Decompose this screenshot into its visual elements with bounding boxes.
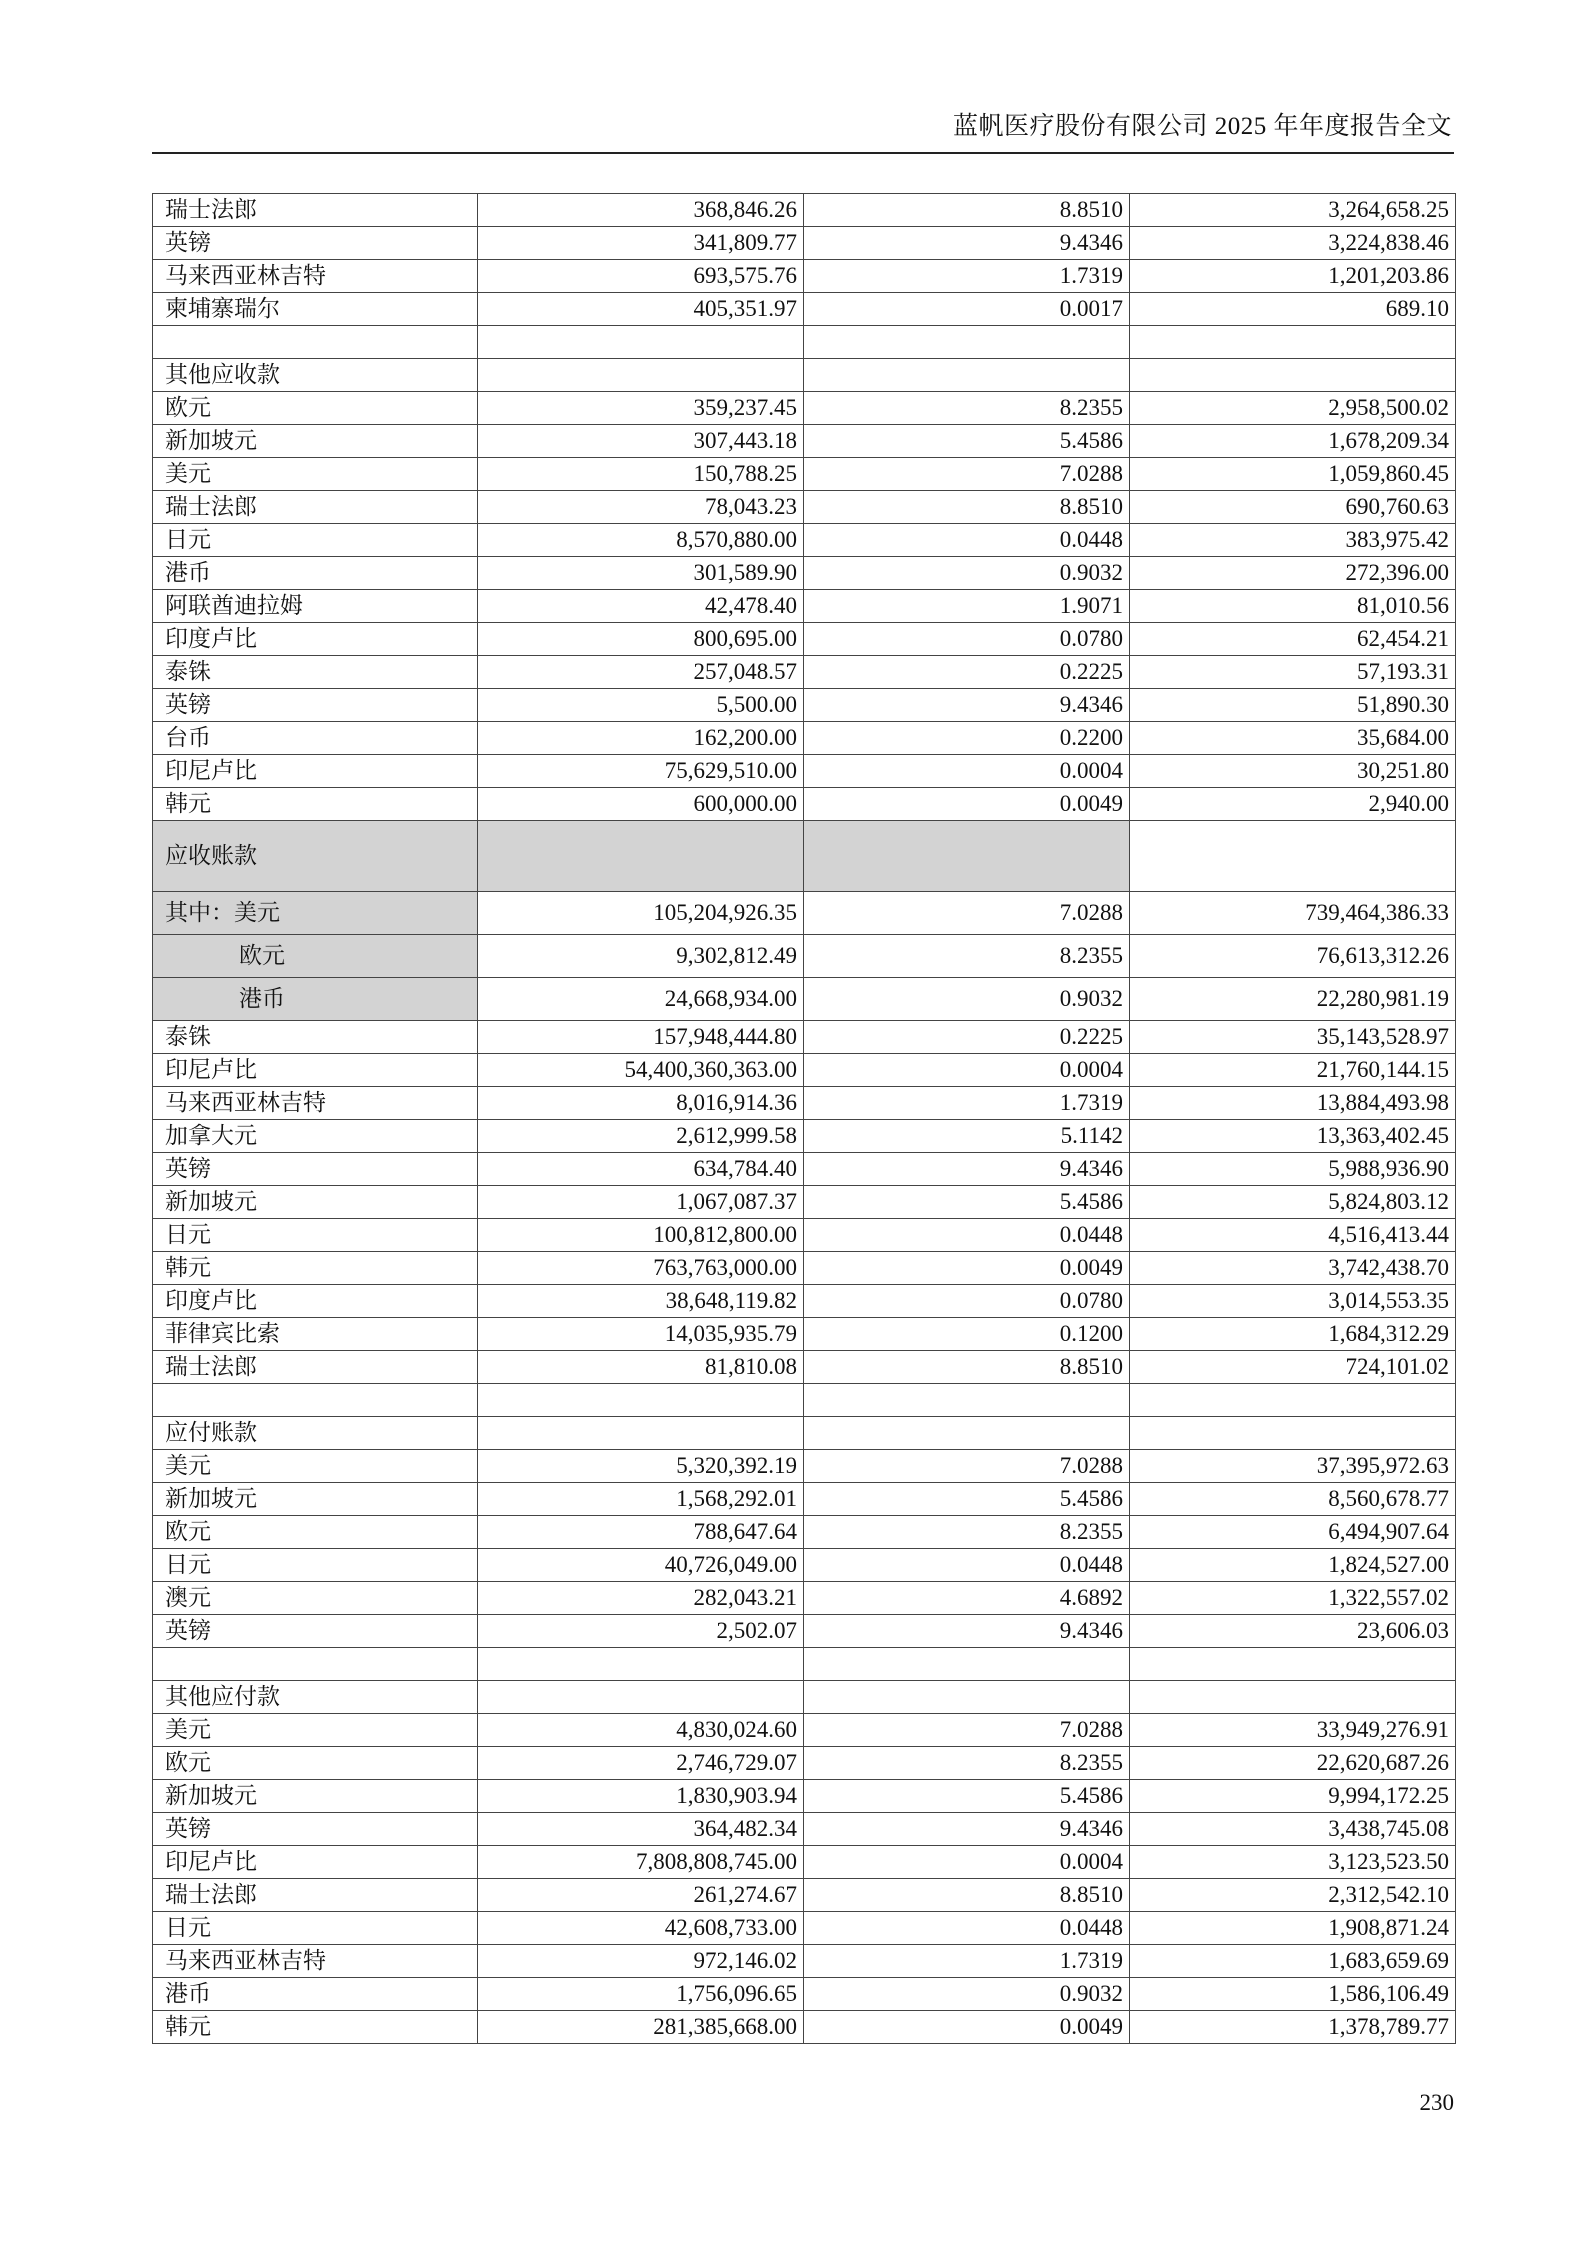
table-row: [153, 755, 1456, 788]
foreign-amount-cell: 4,830,024.60: [478, 1714, 804, 1747]
rmb-amount-cell: 1,908,871.24: [1130, 1912, 1456, 1945]
table-row: [153, 1912, 1456, 1945]
currency-cell: 欧元: [153, 1747, 478, 1780]
foreign-amount-cell: 14,035,935.79: [478, 1318, 804, 1351]
foreign-amount-cell: 634,784.40: [478, 1153, 804, 1186]
foreign-amount-cell: 8,570,880.00: [478, 524, 804, 557]
rmb-amount-cell: 76,613,312.26: [1130, 935, 1456, 978]
exchange-rate-cell: 0.1200: [804, 1318, 1130, 1351]
currency-cell: 日元: [153, 1219, 478, 1252]
rmb-amount-cell: [1130, 1417, 1456, 1450]
exchange-rate-cell: 9.4346: [804, 1615, 1130, 1648]
table-row: [153, 227, 1456, 260]
foreign-amount-cell: 100,812,800.00: [478, 1219, 804, 1252]
rmb-amount-cell: 33,949,276.91: [1130, 1714, 1456, 1747]
currency-cell: 韩元: [153, 1252, 478, 1285]
rmb-amount-cell: 3,438,745.08: [1130, 1813, 1456, 1846]
foreign-amount-cell: 364,482.34: [478, 1813, 804, 1846]
currency-cell: 台币: [153, 722, 478, 755]
foreign-amount-cell: 261,274.67: [478, 1879, 804, 1912]
currency-cell: [153, 326, 478, 359]
currency-cell: 其他应收款: [153, 359, 478, 392]
exchange-rate-cell: 5.1142: [804, 1120, 1130, 1153]
exchange-rate-cell: 0.0780: [804, 1285, 1130, 1318]
currency-cell: 澳元: [153, 1582, 478, 1615]
currency-cell: 新加坡元: [153, 425, 478, 458]
table-row: [153, 194, 1456, 227]
table-row: [153, 1351, 1456, 1384]
table-body: [153, 194, 1456, 2044]
table-row: [153, 1054, 1456, 1087]
rmb-amount-cell: 2,958,500.02: [1130, 392, 1456, 425]
currency-cell: 印尼卢比: [153, 755, 478, 788]
rmb-amount-cell: 1,059,860.45: [1130, 458, 1456, 491]
exchange-rate-cell: 7.0288: [804, 892, 1130, 935]
exchange-rate-cell: 0.9032: [804, 557, 1130, 590]
exchange-rate-cell: 8.8510: [804, 1879, 1130, 1912]
rmb-amount-cell: 13,884,493.98: [1130, 1087, 1456, 1120]
foreign-amount-cell: 162,200.00: [478, 722, 804, 755]
exchange-rate-cell: 9.4346: [804, 227, 1130, 260]
exchange-rate-cell: 9.4346: [804, 689, 1130, 722]
table-row: [153, 2011, 1456, 2044]
rmb-amount-cell: 23,606.03: [1130, 1615, 1456, 1648]
currency-cell: 日元: [153, 524, 478, 557]
rmb-amount-cell: 272,396.00: [1130, 557, 1456, 590]
foreign-amount-cell: [478, 1417, 804, 1450]
exchange-rate-cell: 1.7319: [804, 1087, 1130, 1120]
exchange-rate-cell: [804, 326, 1130, 359]
rmb-amount-cell: 2,940.00: [1130, 788, 1456, 821]
table-row: [153, 1186, 1456, 1219]
foreign-amount-cell: 763,763,000.00: [478, 1252, 804, 1285]
rmb-amount-cell: 22,620,687.26: [1130, 1747, 1456, 1780]
table-row: [153, 1615, 1456, 1648]
rmb-amount-cell: 3,264,658.25: [1130, 194, 1456, 227]
exchange-rate-cell: [804, 1417, 1130, 1450]
table-row: [153, 590, 1456, 623]
foreign-amount-cell: 9,302,812.49: [478, 935, 804, 978]
foreign-amount-cell: 307,443.18: [478, 425, 804, 458]
exchange-rate-cell: [804, 1384, 1130, 1417]
foreign-amount-cell: 42,608,733.00: [478, 1912, 804, 1945]
foreign-amount-cell: 1,830,903.94: [478, 1780, 804, 1813]
rmb-amount-cell: 35,684.00: [1130, 722, 1456, 755]
currency-cell: 英镑: [153, 227, 478, 260]
rmb-amount-cell: 3,742,438.70: [1130, 1252, 1456, 1285]
table-row: [153, 260, 1456, 293]
currency-cell: 柬埔寨瑞尔: [153, 293, 478, 326]
exchange-rate-cell: 8.8510: [804, 491, 1130, 524]
foreign-amount-cell: 301,589.90: [478, 557, 804, 590]
rmb-amount-cell: 81,010.56: [1130, 590, 1456, 623]
exchange-rate-cell: 4.6892: [804, 1582, 1130, 1615]
currency-cell: 应收账款: [153, 821, 478, 892]
table-row: [153, 1978, 1456, 2011]
rmb-amount-cell: 1,378,789.77: [1130, 2011, 1456, 2044]
table-row: [153, 359, 1456, 392]
rmb-amount-cell: 1,586,106.49: [1130, 1978, 1456, 2011]
currency-cell: 菲律宾比索: [153, 1318, 478, 1351]
rmb-amount-cell: 3,123,523.50: [1130, 1846, 1456, 1879]
rmb-amount-cell: 57,193.31: [1130, 656, 1456, 689]
foreign-amount-cell: 800,695.00: [478, 623, 804, 656]
currency-cell: 港币: [153, 557, 478, 590]
rmb-amount-cell: 51,890.30: [1130, 689, 1456, 722]
rmb-amount-cell: 739,464,386.33: [1130, 892, 1456, 935]
currency-cell: 日元: [153, 1549, 478, 1582]
foreign-amount-cell: 5,320,392.19: [478, 1450, 804, 1483]
rmb-amount-cell: 5,988,936.90: [1130, 1153, 1456, 1186]
table-row: [153, 293, 1456, 326]
currency-cell: 瑞士法郎: [153, 1351, 478, 1384]
table-row: [153, 1417, 1456, 1450]
foreign-currency-table: [152, 193, 1456, 2044]
currency-cell: 其中：美元: [153, 892, 478, 935]
table-row: [153, 1714, 1456, 1747]
rmb-amount-cell: [1130, 821, 1456, 892]
foreign-amount-cell: [478, 1681, 804, 1714]
exchange-rate-cell: 8.8510: [804, 194, 1130, 227]
exchange-rate-cell: 9.4346: [804, 1813, 1130, 1846]
table-row: [153, 722, 1456, 755]
rmb-amount-cell: [1130, 326, 1456, 359]
foreign-amount-cell: 972,146.02: [478, 1945, 804, 1978]
table-row: [153, 1516, 1456, 1549]
currency-cell: 印度卢比: [153, 623, 478, 656]
table-row: [153, 1582, 1456, 1615]
rmb-amount-cell: 1,683,659.69: [1130, 1945, 1456, 1978]
rmb-amount-cell: 35,143,528.97: [1130, 1021, 1456, 1054]
table-row: [153, 491, 1456, 524]
rmb-amount-cell: 724,101.02: [1130, 1351, 1456, 1384]
exchange-rate-cell: 0.2225: [804, 1021, 1130, 1054]
exchange-rate-cell: 0.0448: [804, 524, 1130, 557]
exchange-rate-cell: 7.0288: [804, 1714, 1130, 1747]
currency-cell: 英镑: [153, 1153, 478, 1186]
table-row: [153, 623, 1456, 656]
table-row: [153, 1846, 1456, 1879]
table-row: [153, 1879, 1456, 1912]
exchange-rate-cell: 0.0448: [804, 1549, 1130, 1582]
table-row: [153, 892, 1456, 935]
table-row: [153, 1648, 1456, 1681]
rmb-amount-cell: [1130, 1384, 1456, 1417]
rmb-amount-cell: 62,454.21: [1130, 623, 1456, 656]
foreign-amount-cell: 157,948,444.80: [478, 1021, 804, 1054]
table-row: [153, 1318, 1456, 1351]
currency-cell: 泰铢: [153, 1021, 478, 1054]
foreign-amount-cell: 8,016,914.36: [478, 1087, 804, 1120]
currency-cell: 瑞士法郎: [153, 194, 478, 227]
exchange-rate-cell: [804, 359, 1130, 392]
currency-cell: 欧元: [153, 392, 478, 425]
foreign-amount-cell: 1,067,087.37: [478, 1186, 804, 1219]
foreign-amount-cell: [478, 359, 804, 392]
rmb-amount-cell: 1,684,312.29: [1130, 1318, 1456, 1351]
foreign-amount-cell: 359,237.45: [478, 392, 804, 425]
exchange-rate-cell: 8.2355: [804, 1516, 1130, 1549]
rmb-amount-cell: 13,363,402.45: [1130, 1120, 1456, 1153]
exchange-rate-cell: [804, 1681, 1130, 1714]
currency-cell: 阿联酋迪拉姆: [153, 590, 478, 623]
currency-cell: 新加坡元: [153, 1780, 478, 1813]
table-row: [153, 392, 1456, 425]
rmb-amount-cell: 1,201,203.86: [1130, 260, 1456, 293]
foreign-amount-cell: 54,400,360,363.00: [478, 1054, 804, 1087]
currency-cell: 马来西亚林吉特: [153, 1945, 478, 1978]
rmb-amount-cell: 37,395,972.63: [1130, 1450, 1456, 1483]
currency-cell: [153, 1648, 478, 1681]
exchange-rate-cell: 8.2355: [804, 392, 1130, 425]
table-row: [153, 326, 1456, 359]
table-row: [153, 1945, 1456, 1978]
foreign-amount-cell: 1,568,292.01: [478, 1483, 804, 1516]
table-row: [153, 524, 1456, 557]
currency-cell: 日元: [153, 1912, 478, 1945]
table-row: [153, 1681, 1456, 1714]
page-header: [152, 108, 1454, 154]
table-row: [153, 1252, 1456, 1285]
exchange-rate-cell: 0.0049: [804, 788, 1130, 821]
rmb-amount-cell: 3,224,838.46: [1130, 227, 1456, 260]
foreign-amount-cell: 2,612,999.58: [478, 1120, 804, 1153]
exchange-rate-cell: 0.0049: [804, 2011, 1130, 2044]
exchange-rate-cell: 0.0049: [804, 1252, 1130, 1285]
currency-cell: 英镑: [153, 1813, 478, 1846]
currency-cell: 印尼卢比: [153, 1054, 478, 1087]
exchange-rate-cell: 1.7319: [804, 1945, 1130, 1978]
rmb-amount-cell: 3,014,553.35: [1130, 1285, 1456, 1318]
currency-cell: 英镑: [153, 689, 478, 722]
rmb-amount-cell: 30,251.80: [1130, 755, 1456, 788]
currency-cell: 美元: [153, 1714, 478, 1747]
foreign-amount-cell: 38,648,119.82: [478, 1285, 804, 1318]
exchange-rate-cell: 7.0288: [804, 458, 1130, 491]
foreign-amount-cell: 24,668,934.00: [478, 978, 804, 1021]
currency-cell: 马来西亚林吉特: [153, 260, 478, 293]
rmb-amount-cell: 689.10: [1130, 293, 1456, 326]
exchange-rate-cell: 0.0017: [804, 293, 1130, 326]
table-row: [153, 1120, 1456, 1153]
exchange-rate-cell: 5.4586: [804, 1780, 1130, 1813]
currency-cell: 瑞士法郎: [153, 1879, 478, 1912]
exchange-rate-cell: 0.9032: [804, 1978, 1130, 2011]
rmb-amount-cell: 1,678,209.34: [1130, 425, 1456, 458]
foreign-amount-cell: 5,500.00: [478, 689, 804, 722]
currency-cell: 瑞士法郎: [153, 491, 478, 524]
currency-cell: 其他应付款: [153, 1681, 478, 1714]
rmb-amount-cell: 8,560,678.77: [1130, 1483, 1456, 1516]
rmb-amount-cell: [1130, 359, 1456, 392]
table-row: [153, 1747, 1456, 1780]
rmb-amount-cell: [1130, 1681, 1456, 1714]
foreign-amount-cell: 150,788.25: [478, 458, 804, 491]
page-number: 230: [1419, 2090, 1454, 2115]
table-row: [153, 978, 1456, 1021]
currency-cell: 加拿大元: [153, 1120, 478, 1153]
exchange-rate-cell: 0.0448: [804, 1219, 1130, 1252]
exchange-rate-cell: 1.7319: [804, 260, 1130, 293]
table-row: [153, 821, 1456, 892]
table-row: [153, 656, 1456, 689]
foreign-amount-cell: [478, 1648, 804, 1681]
foreign-amount-cell: 600,000.00: [478, 788, 804, 821]
exchange-rate-cell: 0.0004: [804, 1846, 1130, 1879]
currency-cell: 印尼卢比: [153, 1846, 478, 1879]
foreign-amount-cell: [478, 1384, 804, 1417]
currency-cell: 美元: [153, 458, 478, 491]
exchange-rate-cell: [804, 1648, 1130, 1681]
rmb-amount-cell: [1130, 1648, 1456, 1681]
exchange-rate-cell: 0.2225: [804, 656, 1130, 689]
table-row: [153, 1549, 1456, 1582]
table-row: [153, 458, 1456, 491]
table-row: [153, 1285, 1456, 1318]
rmb-amount-cell: 21,760,144.15: [1130, 1054, 1456, 1087]
currency-cell: 印度卢比: [153, 1285, 478, 1318]
rmb-amount-cell: 383,975.42: [1130, 524, 1456, 557]
exchange-rate-cell: 0.0780: [804, 623, 1130, 656]
currency-cell: 港币: [153, 978, 478, 1021]
exchange-rate-cell: 0.9032: [804, 978, 1130, 1021]
foreign-amount-cell: 7,808,808,745.00: [478, 1846, 804, 1879]
currency-cell: 韩元: [153, 2011, 478, 2044]
foreign-amount-cell: 368,846.26: [478, 194, 804, 227]
table-row: [153, 1087, 1456, 1120]
foreign-amount-cell: 341,809.77: [478, 227, 804, 260]
rmb-amount-cell: 9,994,172.25: [1130, 1780, 1456, 1813]
currency-cell: 泰铢: [153, 656, 478, 689]
foreign-amount-cell: 257,048.57: [478, 656, 804, 689]
table-row: [153, 689, 1456, 722]
foreign-amount-cell: 693,575.76: [478, 260, 804, 293]
table-row: [153, 1813, 1456, 1846]
exchange-rate-cell: 8.2355: [804, 1747, 1130, 1780]
exchange-rate-cell: 7.0288: [804, 1450, 1130, 1483]
table-row: [153, 1450, 1456, 1483]
currency-cell: 应付账款: [153, 1417, 478, 1450]
table-row: [153, 1384, 1456, 1417]
rmb-amount-cell: 5,824,803.12: [1130, 1186, 1456, 1219]
exchange-rate-cell: 1.9071: [804, 590, 1130, 623]
rmb-amount-cell: 1,824,527.00: [1130, 1549, 1456, 1582]
foreign-amount-cell: 78,043.23: [478, 491, 804, 524]
currency-cell: 美元: [153, 1450, 478, 1483]
currency-cell: 欧元: [153, 935, 478, 978]
foreign-amount-cell: 1,756,096.65: [478, 1978, 804, 2011]
table-row: [153, 557, 1456, 590]
foreign-amount-cell: 75,629,510.00: [478, 755, 804, 788]
rmb-amount-cell: 22,280,981.19: [1130, 978, 1456, 1021]
currency-cell: 马来西亚林吉特: [153, 1087, 478, 1120]
exchange-rate-cell: 9.4346: [804, 1153, 1130, 1186]
foreign-amount-cell: 281,385,668.00: [478, 2011, 804, 2044]
currency-cell: 新加坡元: [153, 1186, 478, 1219]
rmb-amount-cell: 6,494,907.64: [1130, 1516, 1456, 1549]
foreign-amount-cell: [478, 326, 804, 359]
rmb-amount-cell: 4,516,413.44: [1130, 1219, 1456, 1252]
foreign-amount-cell: 2,746,729.07: [478, 1747, 804, 1780]
currency-cell: [153, 1384, 478, 1417]
foreign-amount-cell: 405,351.97: [478, 293, 804, 326]
exchange-rate-cell: 0.2200: [804, 722, 1130, 755]
exchange-rate-cell: 0.0448: [804, 1912, 1130, 1945]
rmb-amount-cell: 1,322,557.02: [1130, 1582, 1456, 1615]
currency-cell: 港币: [153, 1978, 478, 2011]
currency-cell: 欧元: [153, 1516, 478, 1549]
foreign-amount-cell: 42,478.40: [478, 590, 804, 623]
exchange-rate-cell: [804, 821, 1130, 892]
foreign-amount-cell: 282,043.21: [478, 1582, 804, 1615]
currency-cell: 英镑: [153, 1615, 478, 1648]
exchange-rate-cell: 8.2355: [804, 935, 1130, 978]
exchange-rate-cell: 5.4586: [804, 1483, 1130, 1516]
exchange-rate-cell: 0.0004: [804, 1054, 1130, 1087]
exchange-rate-cell: 5.4586: [804, 425, 1130, 458]
currency-cell: 韩元: [153, 788, 478, 821]
exchange-rate-cell: 8.8510: [804, 1351, 1130, 1384]
table-row: [153, 1483, 1456, 1516]
foreign-amount-cell: 81,810.08: [478, 1351, 804, 1384]
exchange-rate-cell: 5.4586: [804, 1186, 1130, 1219]
report-title: 蓝帆医疗股份有限公司 2025 年年度报告全文: [952, 113, 1452, 140]
foreign-amount-cell: 788,647.64: [478, 1516, 804, 1549]
rmb-amount-cell: 2,312,542.10: [1130, 1879, 1456, 1912]
foreign-amount-cell: 2,502.07: [478, 1615, 804, 1648]
foreign-amount-cell: [478, 821, 804, 892]
table-row: [153, 1021, 1456, 1054]
table-row: [153, 788, 1456, 821]
table-row: [153, 1153, 1456, 1186]
currency-cell: 新加坡元: [153, 1483, 478, 1516]
table-row: [153, 1780, 1456, 1813]
exchange-rate-cell: 0.0004: [804, 755, 1130, 788]
foreign-amount-cell: 40,726,049.00: [478, 1549, 804, 1582]
foreign-amount-cell: 105,204,926.35: [478, 892, 804, 935]
table-row: [153, 1219, 1456, 1252]
table-row: [153, 935, 1456, 978]
rmb-amount-cell: 690,760.63: [1130, 491, 1456, 524]
table-row: [153, 425, 1456, 458]
